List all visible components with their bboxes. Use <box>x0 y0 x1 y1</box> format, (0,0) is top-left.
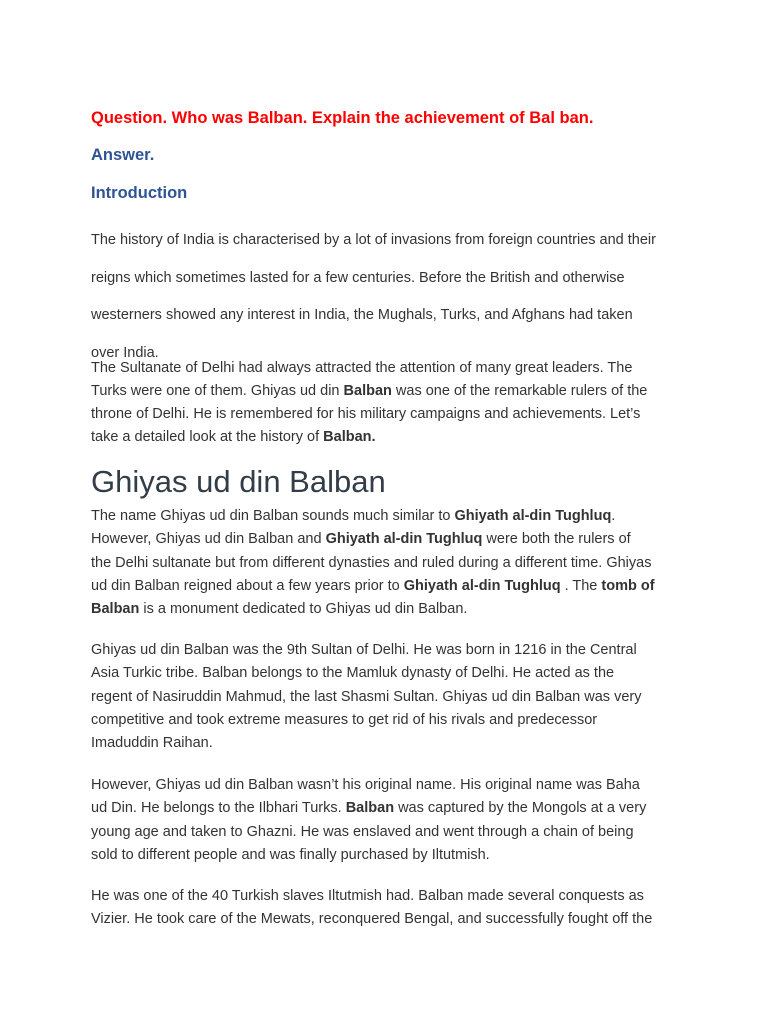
paragraph-line: sold to different people and was finally purchased by Iltutmish. <box>91 846 490 863</box>
text-run: ud Din. He belongs to the Ilbhari Turks. <box>91 800 346 817</box>
paragraph-line: the Delhi sultanate but from different dynasties and ruled during a different time. Ghiyas <box>91 554 652 571</box>
introduction-heading: Introduction <box>91 184 188 202</box>
paragraph-line: westerners showed any interest in India, the Mughals, Turks, and Afghans had taken <box>91 307 633 323</box>
text-run: is a monument dedicated to Ghiyas ud din Balban. <box>139 601 468 618</box>
text-run: . <box>611 508 616 524</box>
section-heading: Ghiyas ud din Balban <box>91 464 386 499</box>
bold-term: Balban <box>343 383 392 399</box>
paragraph-line: He was one of the 40 Turkish slaves Iltutmish had. Balban made several conquests as <box>91 888 644 904</box>
text-run: was one of the remarkable rulers of the <box>391 383 648 399</box>
text-run: was captured by the Mongols at a very <box>394 800 647 817</box>
bold-term: Balban. <box>323 429 376 445</box>
bold-term: Ghiyath al-din Tughluq <box>454 508 612 524</box>
paragraph-line <box>91 598 691 621</box>
text-run: ud din Balban reigned about a few years prior to <box>91 577 404 594</box>
body-paragraph-4 <box>91 885 691 932</box>
paragraph-line: Imaduddin Raihan. <box>91 735 213 752</box>
paragraph-line: Vizier. He took care of the Mewats, reconquered Bengal, and successfully fought off the <box>91 911 653 928</box>
text-run: take a detailed look at the history of <box>91 429 324 445</box>
paragraph-line <box>91 426 691 449</box>
bold-term: Ghiyath al-din Tughluq <box>325 531 483 548</box>
paragraph-line: The Sultanate of Delhi had always attracted the attention of many great leaders. The <box>91 360 633 376</box>
paragraph-line <box>91 797 691 820</box>
text-run: were both the rulers of <box>482 531 631 548</box>
body-paragraph-2 <box>91 639 691 755</box>
paragraph-line: over India. <box>91 344 159 361</box>
question-heading: Question. Who was Balban. Explain the achievement of Bal ban. <box>91 109 594 127</box>
bold-term: Ghiyath al-din Tughluq <box>403 577 561 594</box>
paragraph-line <box>91 380 691 403</box>
paragraph-line: Ghiyas ud din Balban was the 9th Sultan of Delhi. He was born in 1216 in the Central <box>91 642 637 658</box>
body-paragraph-1 <box>91 505 691 621</box>
text-run: Turks were one of them. Ghiyas ud din <box>91 383 344 399</box>
paragraph-line: reigns which sometimes lasted for a few centuries. Before the British and otherwise <box>91 269 625 286</box>
body-paragraph-3 <box>91 774 691 867</box>
text-run: . The <box>560 577 602 594</box>
paragraph-line <box>91 575 691 598</box>
introduction-paragraph <box>91 222 691 372</box>
paragraph-line: competitive and took extreme measures to get rid of his rivals and predecessor <box>91 711 598 728</box>
answer-heading: Answer. <box>91 146 155 164</box>
text-run: The name Ghiyas ud din Balban sounds much similar to <box>91 508 455 524</box>
sultanate-paragraph <box>91 357 691 449</box>
paragraph-line: young age and taken to Ghazni. He was enslaved and went through a chain of being <box>91 823 634 840</box>
text-run: However, Ghiyas ud din Balban and <box>91 531 326 548</box>
paragraph-line: throne of Delhi. He is remembered for his military campaigns and achievements. Let’s <box>91 406 641 422</box>
paragraph-line: regent of Nasiruddin Mahmud, the last Shasmi Sultan. Ghiyas ud din Balban was very <box>91 688 642 705</box>
paragraph-line <box>91 528 691 551</box>
paragraph-line: Asia Turkic tribe. Balban belongs to the Mamluk dynasty of Delhi. He acted as the <box>91 665 615 682</box>
paragraph-line <box>91 505 691 528</box>
bold-term: tomb of <box>601 577 655 594</box>
paragraph-line: The history of India is characterised by a lot of invasions from foreign countries and their <box>91 232 656 248</box>
paragraph-line: However, Ghiyas ud din Balban wasn’t his original name. His original name was Baha <box>91 777 640 793</box>
bold-term: Balban <box>91 601 140 618</box>
bold-term: Balban <box>345 800 395 817</box>
